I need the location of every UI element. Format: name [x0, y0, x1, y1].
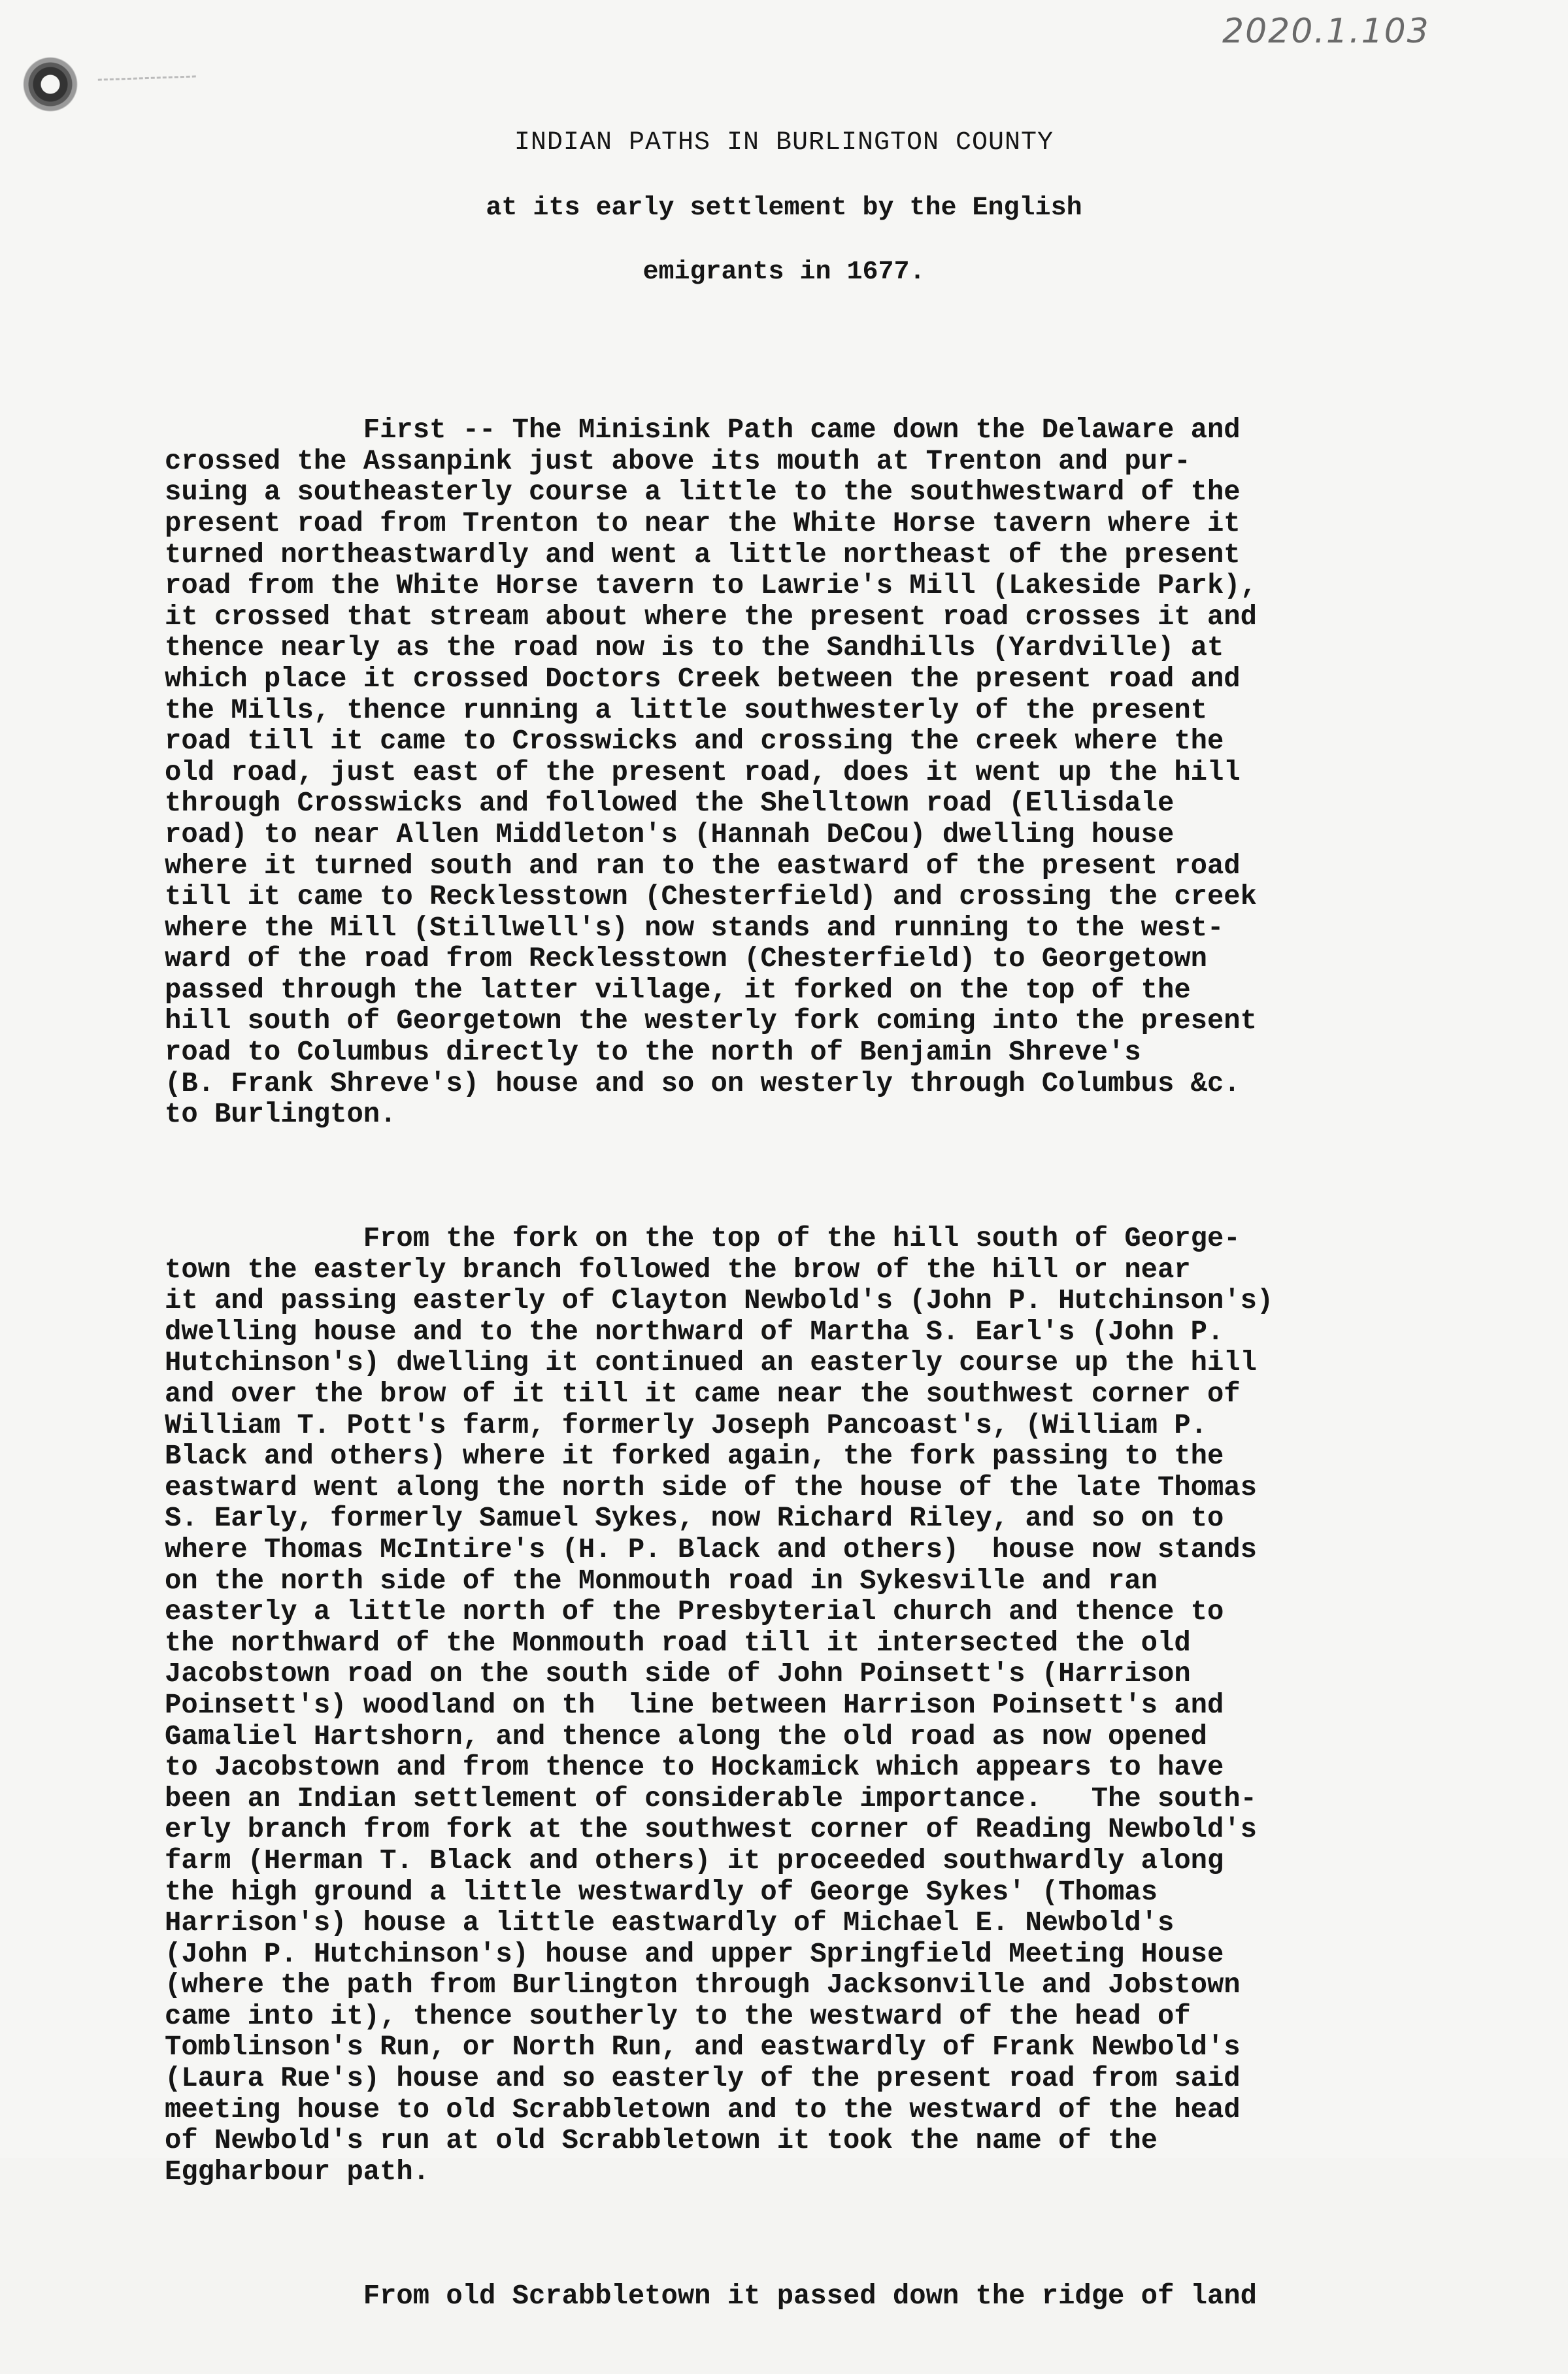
paragraph-minisink-path: First -- The Minisink Path came down the Delaware and crossed the Assanpink just above its mouth at Trenton and pur- suing a southeasterly course a little to the southwestward of the present road from Trenton to near the White Horse tavern where it turned northeastwardly and went a little northeast of the present road from the White Horse tavern to Lawrie's Mill (Lakeside Park), it crossed that stream about where the present road crosses it and thence nearly as the road now is to the Sandhills (Yardville) at which place it crossed Doctors Creek between the present road and the Mills, thence running a little southwesterly of the present road till it came to Crosswicks and crossing the creek where the old road, just east of the present road, does it went up the hill through Crosswicks and followed the Shelltown road (Ellisdale road) to near Allen Middleton's (Hannah DeCou) dwelling house where it turned south and ran to the eastward of the present road till it came to Recklesstown (Chesterfield) and crossing the creek where the Mill (Stillwell's) now stands and running to the west- ward of the road from Recklesstown (Chesterfield) to Georgetown passed through the latter village, it forked on the top of the hill south of Georgetown the westerly fork coming into the present road to Columbus directly to the north of Benjamin Shreve's (B. Frank Shreve's) house and so on westerly through Columbus &c. to Burlington. [165, 414, 1257, 1131]
paragraph-old-scrabbletown: From old Scrabbletown it passed down the ridge of land [165, 2280, 1257, 2312]
staple-scratch-mark [98, 75, 196, 88]
document-subtitle-line-1: at its early settlement by the English [486, 193, 1082, 223]
document-subtitle-line-2: emigrants in 1677. [642, 258, 926, 287]
document-title: INDIAN PATHS IN BURLINGTON COUNTY [514, 128, 1054, 158]
staple-hole-mark [22, 56, 78, 112]
accession-number: 2020.1.103 [1222, 12, 1430, 51]
document-body [165, 353, 1485, 2374]
paragraph-easterly-branch: From the fork on the top of the hill south of George- town the easterly branch followed the brow of the hill or near it and passing easterly of Clayton Newbold's (John P. Hutchinson's) dwelling house and to the northward of Martha S. Earl's (John P. Hutchinson's) dwelling it continued an easterly course up the hill and over the brow of it till it came near the southwest corner of William T. Pott's farm, formerly Joseph Pancoast's, (William P. Black and others) where it forked again, the fork passing to the eastward went along the north side of the house of the late Thomas S. Early, formerly Samuel Sykes, now Richard Riley, and so on to where Thomas McIntire's (H. P. Black and others) house now stands on the north side of the Monmouth road in Sykesville and ran easterly a little north of the Presbyterial church and thence to the northward of the Monmouth road till it intersected the old Jacobstown road on the south side of John Poinsett's (Harrison Poinsett's) woodland on th line between Harrison Poinsett's and Gamaliel Hartshorn, and thence along the old road as now opened to Jacobstown and from thence to Hockamick which appears to have been an Indian settlement of considerable importance. The south- erly branch from fork at the southwest corner of Reading Newbold's farm (Herman T. Black and others) it proceeded southwardly along the high ground a little westwardly of George Sykes' (Thomas Harrison's) house a little eastwardly of Michael E. Newbold's (John P. Hutchinson's) house and upper Springfield Meeting House (where the path from Burlington through Jacksonville and Jobstown came into it), thence southerly to the westward of the head of Tomblinson's Run, or North Run, and eastwardly of Frank Newbold's (Laura Rue's) house and so easterly of the present road from said meeting house to old Scrabbletown and to the westward of the head of Newbold's run at old Scrabbletown it took the name of the Eggharbour path. [165, 1223, 1274, 2188]
